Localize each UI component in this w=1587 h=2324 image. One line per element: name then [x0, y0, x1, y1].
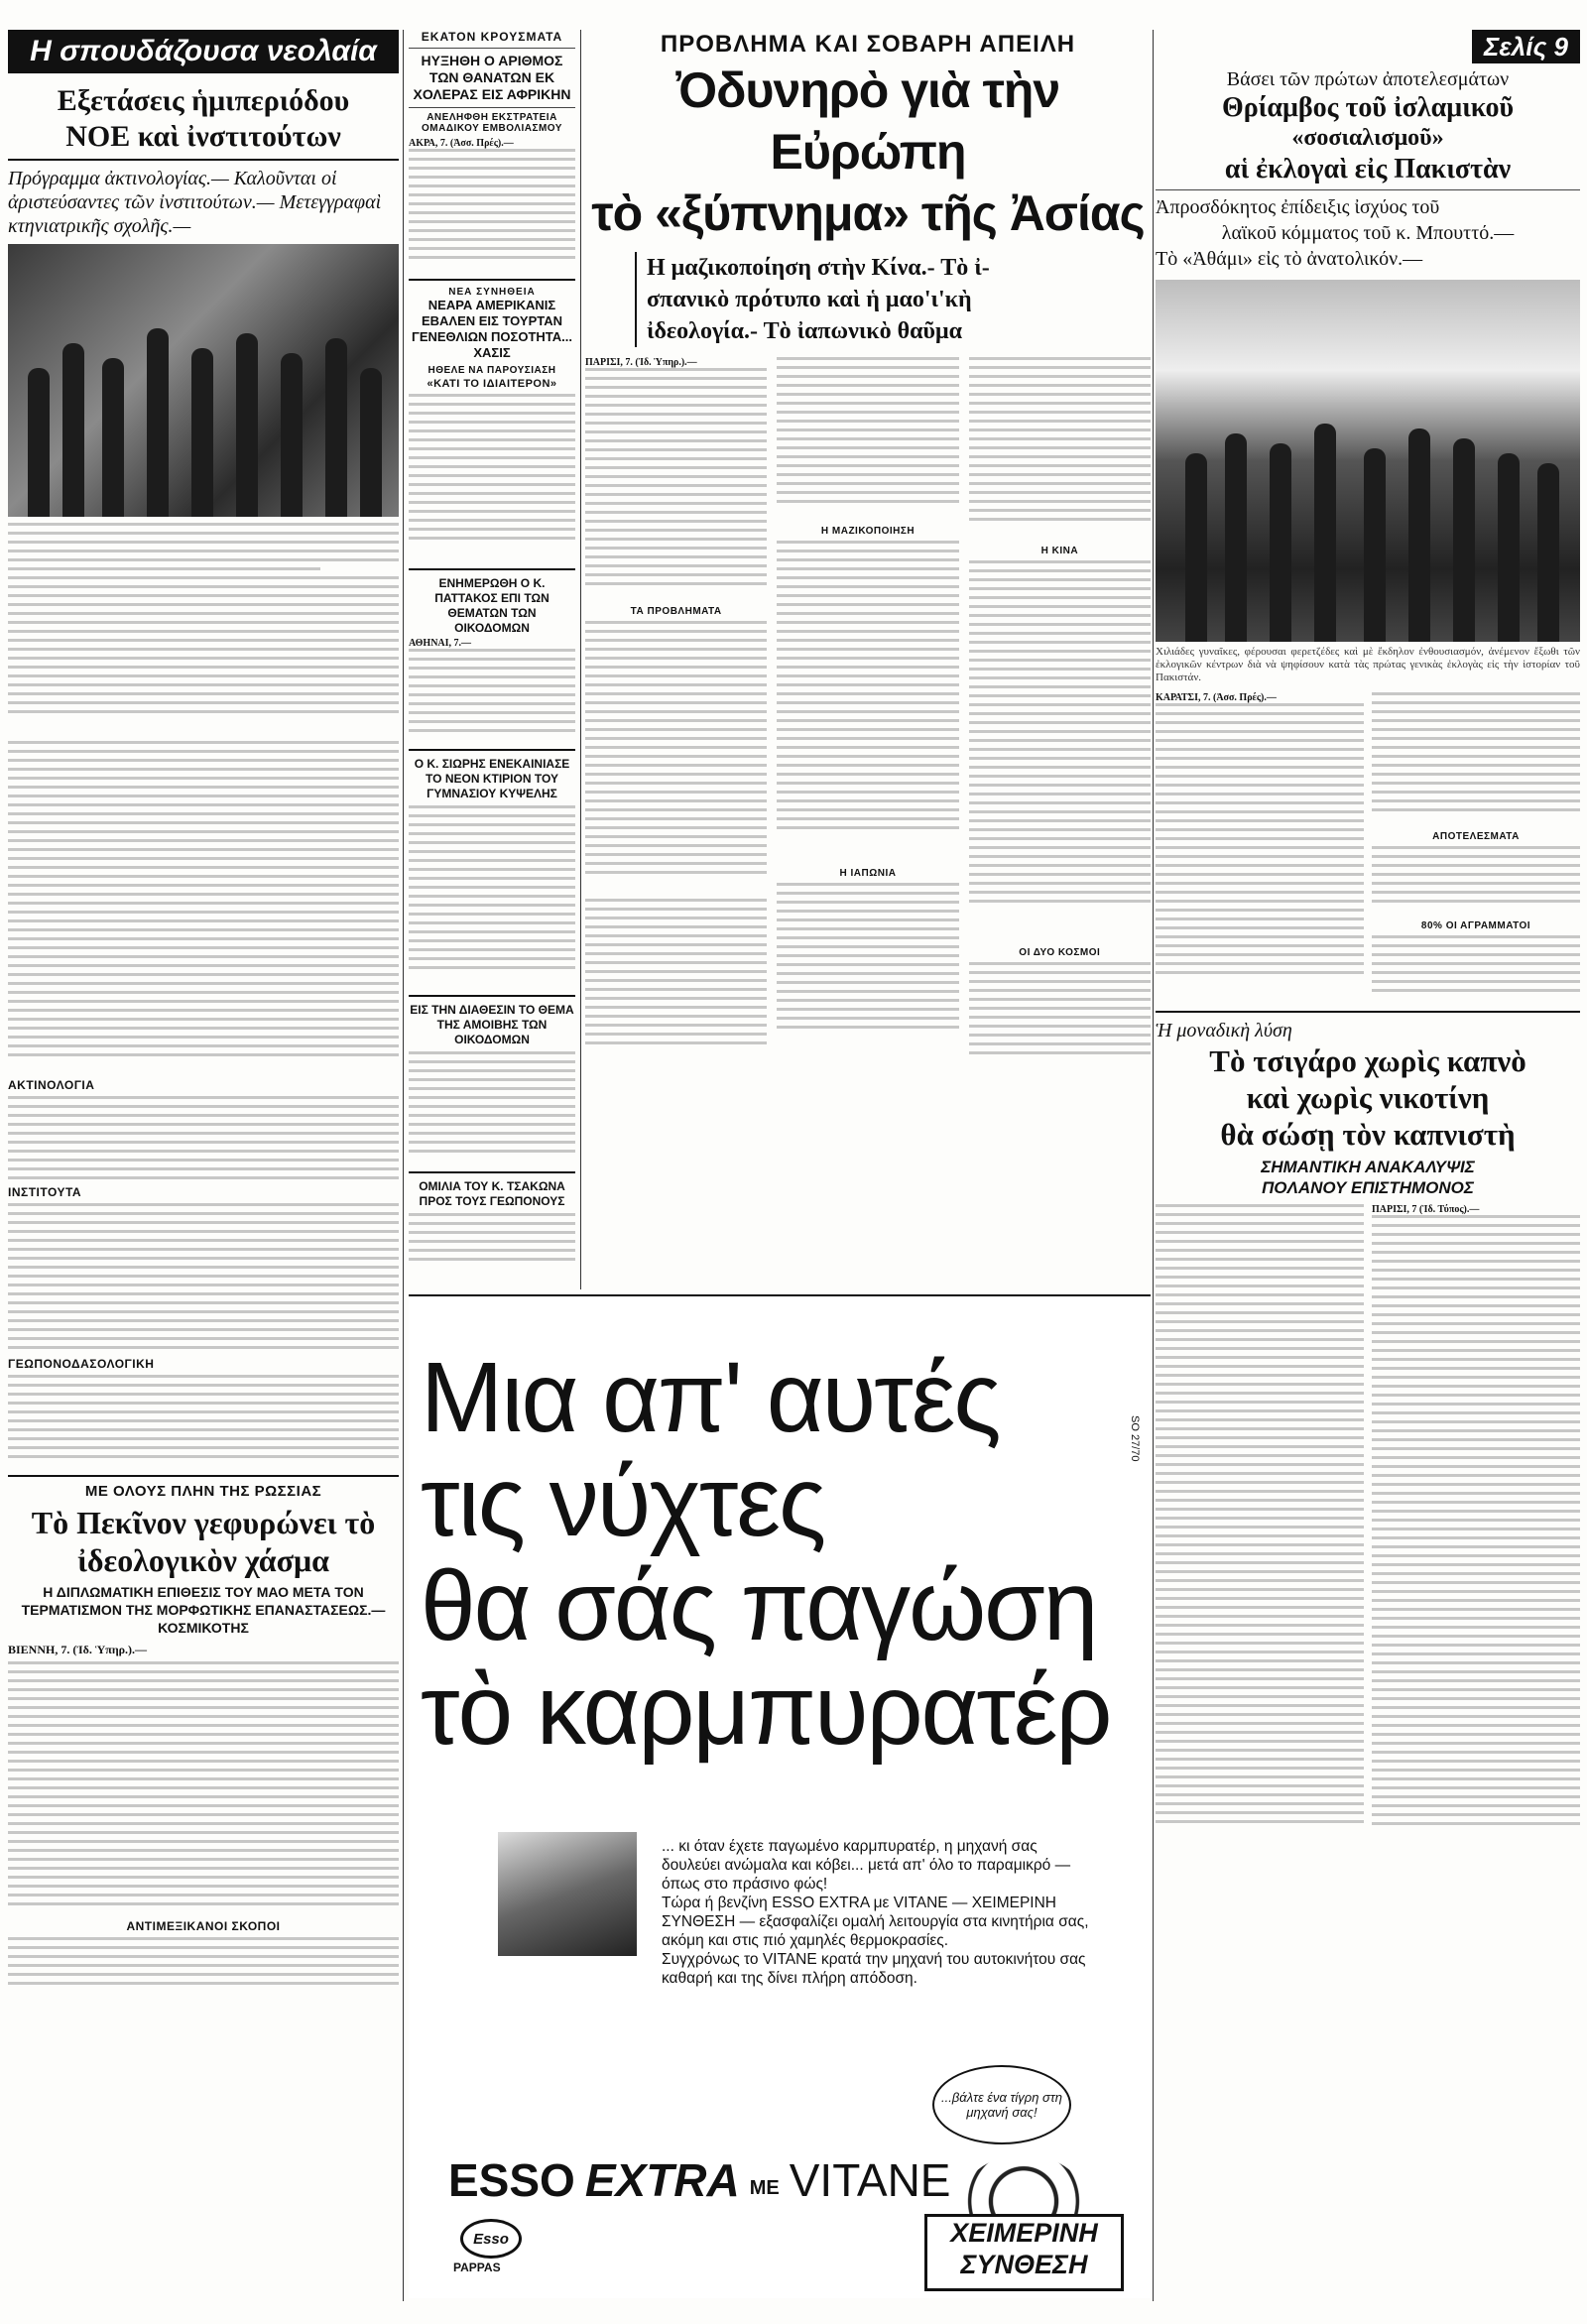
column-rule — [403, 30, 404, 2301]
article-text — [777, 883, 958, 1056]
ad-body — [662, 1837, 1098, 1988]
headline: ΝΕΑΡΑ ΑΜΕΡΙΚΑΝΙΣ ΕΒΑΛΕΝ ΕΙΣ ΤΟΥΡΤΑΝ ΓΕΝΕΘΛΙΩΝ ΠΟΣΟΤΗΤΑ... ΧΑΣΙΣ — [412, 298, 572, 360]
headline: Ὀδυνηρὸ γιὰ τὴν Εὐρώπη — [675, 62, 1060, 180]
subheadline: «ΚΑΤΙ ΤΟ ΙΔΙΑΙΤΕΡΟΝ» — [427, 378, 557, 390]
headline: αἱ ἐκλογαὶ εἰς Πακιστὰν — [1224, 154, 1512, 184]
section-heading: ΑΠΟΤΕΛΕΣΜΑΤΑ — [1432, 831, 1520, 842]
headline: Εξετάσεις ἡμιπεριόδου — [57, 84, 350, 117]
ad-headline-line: Μια απ' αυτές — [421, 1342, 1000, 1453]
badge-line: ΧΕΙΜΕΡΙΝΗ — [950, 2218, 1098, 2248]
column-student-news — [8, 30, 399, 2301]
brand-product: EXTRA — [584, 2154, 740, 2206]
ad-body-text: Συγχρόνως το VITANE κρατά την μηχανή του αυτοκινήτου σας καθαρή και της δίνει πλήρη απόδοση. — [662, 1951, 1086, 1987]
story-kicker: Ἡ μοναδικὴ λύση — [1156, 1020, 1292, 1041]
section-heading: ΤΑ ΠΡΟΒΛΗΜΑΤΑ — [630, 606, 722, 617]
speech-bubble: ...βάλτε ένα τίγρη στη μηχανή σας! — [932, 2065, 1071, 2144]
headline: τὸ «ξύπνημα» τῆς Ἀσίας — [591, 185, 1145, 241]
esso-advertisement — [409, 1294, 1151, 2298]
section-heading: ΓΕΩΠΟΝΟΔΑΣΟΛΟΓΙΚΗ — [8, 1357, 155, 1371]
section-banner: Η σπουδάζουσα νεολαία — [8, 30, 399, 73]
ad-headline-line: τις νύχτες — [421, 1446, 825, 1557]
section-heading: Η ΚΙΝΑ — [1040, 546, 1079, 556]
esso-logo: Esso — [460, 2219, 522, 2259]
subheadline: ΠΟΛΑΝΟΥ ΕΠΙΣΤΗΜΟΝΟΣ — [1262, 1178, 1474, 1197]
news-photo — [8, 244, 399, 517]
ad-headline-line: θα σάς παγώση — [421, 1550, 1097, 1661]
news-photo — [1156, 280, 1580, 642]
badge-line: ΣΥΝΘΕΣΗ — [960, 2250, 1088, 2279]
story-kicker: ΕΚΑΤΟΝ ΚΡΟΥΣΜΑΤΑ — [421, 30, 563, 44]
article-text — [969, 357, 1151, 546]
article-text — [1156, 1204, 1364, 1839]
article-text — [409, 805, 575, 989]
dateline: ΒΙΕΝΝΗ, 7. (Ἰδ. Ὑπηρ.).— — [8, 1643, 148, 1656]
article-text — [1372, 692, 1580, 831]
headline: Τὸ τσιγάρο χωρὶς καπνὸ — [1209, 1043, 1526, 1078]
section-heading: 80% ΟΙ ΑΓΡΑΜΜΑΤΟΙ — [1420, 920, 1531, 931]
brand-additive: VITANE — [789, 2154, 951, 2206]
article-text — [409, 1213, 575, 1273]
story-kicker: ΝΕΑ ΣΥΝΗΘΕΙΑ — [448, 287, 536, 298]
headline: ΟΜΙΛΙΑ ΤΟΥ Κ. ΤΣΑΚΩΝΑ ΠΡΟΣ ΤΟΥΣ ΓΕΩΠΟΝΟΥΣ — [419, 1179, 565, 1208]
dateline: ΚΑΡΑΤΣΙ, 7. (Ἀσσ. Πρές).— — [1156, 692, 1277, 703]
winter-formula-badge — [924, 2214, 1124, 2291]
headline: Θρίαμβος τοῦ ἰσλαμικοῦ — [1221, 92, 1515, 123]
dateline: ΠΑΡΙΣΙ, 7. (Ἰδ. Ὑπηρ.).— — [585, 357, 697, 368]
article-text — [409, 394, 575, 562]
article-text — [585, 621, 767, 899]
article-text — [1372, 846, 1580, 920]
article-text — [8, 741, 399, 1078]
story-kicker: Βάσει τῶν πρώτων ἀποτελεσμάτων — [1226, 68, 1510, 90]
story-kicker: ΠΡΟΒΛΗΜΑ ΚΑΙ ΣΟΒΑΡΗ ΑΠΕΙΛΗ — [660, 31, 1076, 58]
ad-headline-line: τὸ καρμπυρατέρ — [421, 1654, 1111, 1766]
headline: καὶ χωρὶς νικοτίνη — [1246, 1080, 1490, 1115]
ad-code: SO 27/70 — [1129, 1415, 1141, 1462]
article-text — [8, 1937, 399, 1997]
article-text — [8, 1375, 399, 1469]
photo-caption: Χιλιάδες γυναῖκες, φέρουσαι φερετζέδες καὶ μὲ ἔκδηλον ἐνθουσιασμόν, ἀνέμενον ἔξωθι τῶν ἐκλογικῶν κέντρων διὰ νὰ ψηφίσουν κατὰ τὰς πρώτας γενικὰς ἐκλογὰς εἰς τὴν ἱστορίαν τοῦ Πακιστάν. — [1156, 646, 1580, 683]
article-text — [409, 1051, 575, 1165]
section-heading: ΑΚΤΙΝΟΛΟΓΙΑ — [8, 1078, 95, 1092]
headline: ΝΟΕ καὶ ἰνστιτούτων — [8, 119, 399, 161]
subheadline: λαϊκοῦ κόμματος τοῦ κ. Μπουττό.— — [1221, 222, 1515, 244]
subheadline: Πρόγραμμα ἀκτινολογίας.— Καλοῦνται οἱ ἀριστεύσαντες τῶν ἰνστιτούτων.— Μετεγγραφαὶ κτηνιατρικῆς σχολῆς.— — [8, 168, 382, 237]
brand-name: ESSO — [448, 2154, 575, 2206]
article-text — [1372, 1215, 1580, 1835]
section-heading: ΟΙ ΔΥΟ ΚΟΣΜΟΙ — [1019, 947, 1101, 958]
column-rule — [1153, 30, 1154, 2301]
column-lead-story — [585, 30, 1151, 1309]
ad-body-text: Τώρα ή βενζίνη ESSO EXTRA με VITANE — ΧΕΙΜΕΡΙΝΗ ΣΥΝΘΕΣΗ — εξασφαλίζει ομαλή λειτουργία στα κινητήρια σας, ακόμη και στις πιό χαμηλές θερμοκρασίες. — [662, 1895, 1089, 1949]
page-number-label: Σελίς 9 — [1472, 30, 1580, 63]
headline: ΕΙΣ ΤΗΝ ΔΙΑΘΕΣΙΝ ΤΟ ΘΕΜΑ ΤΗΣ ΑΜΟΙΒΗΣ ΤΩΝ ΟΙΚΟΔΟΜΩΝ — [410, 1003, 574, 1046]
section-heading: Η ΜΑΖΙΚΟΠΟΙΗΣΗ — [820, 526, 916, 537]
article-text — [969, 962, 1151, 1071]
column-world-news — [1156, 30, 1580, 2301]
headline: ΗΥΞΗΘΗ Ο ΑΡΙΘΜΟΣ ΤΩΝ ΘΑΝΑΤΩΝ ΕΚ ΧΟΛΕΡΑΣ ΕΙΣ ΑΦΡΙΚΗΝ — [413, 53, 571, 102]
headline: Τὸ Πεκῖνον γεφυρώνει τὸ ἰδεολογικὸν χάσμα — [31, 1505, 376, 1578]
subheadline: σπανικὸ πρότυπο καὶ ἡ μαο'ι'κὴ — [647, 287, 972, 312]
subheadline: Η ΔΙΠΛΩΜΑΤΙΚΗ ΕΠΙΘΕΣΙΣ ΤΟΥ ΜΑΟ ΜΕΤΑ ΤΟΝ ΤΕΡΜΑΤΙΣΜΟΝ ΤΗΣ ΜΟΡΦΩΤΙΚΗΣ ΕΠΑΝΑΣΤΑΣΕΩΣ.— ΚΟΣΜΙΚΟΤΗΣ — [21, 1584, 386, 1636]
headline: «σοσιαλισμοῦ» — [1291, 125, 1444, 151]
article-text — [585, 899, 767, 1067]
brand-connector: ME — [749, 2177, 780, 2199]
dateline: ΑΘΗΝΑΙ, 7.— — [409, 638, 472, 649]
article-text — [8, 1096, 399, 1185]
article-text — [777, 357, 958, 526]
dateline: ΠΑΡΙΣΙ, 7 (Ἰδ. Τύπος).— — [1372, 1204, 1480, 1215]
article-text — [409, 149, 575, 273]
subheadline: ἰδεολογία.- Τὸ ἰαπωνικὸ θαῦμα — [647, 318, 962, 344]
subheadline: ΗΘΕΛΕ ΝΑ ΠΑΡΟΥΣΙΑΣΗ — [427, 365, 556, 376]
article-text — [585, 368, 767, 606]
ad-headline — [421, 1342, 1111, 1766]
ad-body-text: ... κι όταν έχετε παγωμένο καρμπυρατέρ, η μηχανή σας δουλεύει ανώμαλα και κόβει... μετά απ' όλο το παραμικρό — όπως στο πράσινο φώς! — [662, 1838, 1071, 1893]
column-short-news — [409, 30, 575, 1309]
article-text — [1372, 935, 1580, 1005]
brand-line — [448, 2154, 950, 2206]
section-heading: Η ΙΑΠΩΝΙΑ — [839, 868, 897, 879]
subheadline: ΣΗΜΑΝΤΙΚΗ ΑΝΑΚΑΛΥΨΙΣ — [1261, 1158, 1475, 1176]
subheadline: Η μαζικοποίηση στὴν Κίνα.- Τὸ ἰ- — [647, 255, 990, 281]
section-heading: ΑΝΤΙΜΕΞΙΚΑΝΟΙ ΣΚΟΠΟΙ — [126, 1919, 281, 1933]
article-text — [777, 541, 958, 868]
article-text — [8, 1203, 399, 1357]
subheadline: Τὸ «Ἀθάμι» εἰς τὸ ἀνατολικόν.— — [1156, 248, 1423, 270]
snowy-car-image — [498, 1832, 637, 1956]
headline: Ο Κ. ΣΙΩΡΗΣ ΕΝΕΚΑΙΝΙΑΣΕ ΤΟ ΝΕΟΝ ΚΤΙΡΙΟΝ ΤΟΥ ΓΥΜΝΑΣΙΟΥ ΚΥΨΕΛΗΣ — [414, 757, 570, 800]
column-rule — [580, 30, 581, 1289]
story-kicker: ΜΕ ΟΛΟΥΣ ΠΛΗΝ ΤΗΣ ΡΩΣΣΙΑΣ — [84, 1483, 322, 1500]
dateline: ΑΚΡΑ, 7. (Ἀσσ. Πρές).— — [409, 138, 514, 149]
subheadline: Ἀπροσδόκητος ἐπίδειξις ἰσχύος τοῦ — [1156, 196, 1440, 218]
article-text — [969, 560, 1151, 947]
dealer-name: PAPPAS — [453, 2261, 501, 2274]
headline: ΕΝΗΜΕΡΩΘΗ Ο Κ. ΠΑΤΤΑΚΟΣ ΕΠΙ ΤΩΝ ΘΕΜΑΤΩΝ ΤΩΝ ΟΙΚΟΔΟΜΩΝ — [434, 576, 549, 635]
article-text — [1156, 703, 1364, 1001]
section-heading: ΙΝΣΤΙΤΟΥΤΑ — [8, 1185, 82, 1199]
photo-caption-text — [8, 523, 399, 741]
subheadline: ΑΝΕΛΗΦΘΗ ΕΚΣΤΡΑΤΕΙΑ ΟΜΑΔΙΚΟΥ ΕΜΒΟΛΙΑΣΜΟΥ — [422, 112, 562, 134]
article-text — [8, 1661, 399, 1919]
article-text — [409, 649, 575, 743]
headline: θὰ σώσῃ τὸν καπνιστὴ — [1220, 1117, 1516, 1152]
